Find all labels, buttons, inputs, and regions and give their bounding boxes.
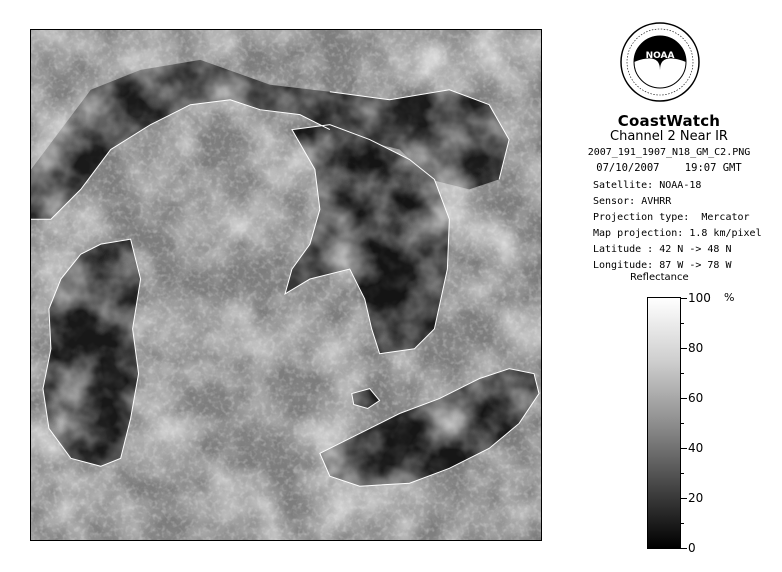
meta-projection-type: Projection type: Mercator — [593, 212, 750, 223]
channel-name: Channel 2 Near IR — [610, 129, 728, 144]
noaa-logo — [620, 22, 700, 102]
tick-major — [681, 348, 687, 349]
acquisition-date: 07/10/2007 — [596, 162, 660, 174]
tick-minor — [681, 323, 684, 324]
tick-label: 0 — [688, 541, 696, 555]
acquisition-datetime — [564, 162, 774, 174]
logo-center-text: NOAA — [645, 51, 675, 61]
meta-longitude: Longitude: 87 W -> 78 W — [593, 260, 732, 271]
tick-label: 20 — [688, 491, 704, 505]
image-filename: 2007_191_1907_N18_GM_C2.PNG — [587, 147, 751, 158]
satellite-image — [31, 30, 541, 540]
tick-minor — [681, 423, 684, 424]
legend-title: Reflectance — [630, 272, 689, 283]
tick-major — [681, 398, 687, 399]
satellite-map — [30, 29, 542, 541]
tick-label: 100 — [688, 291, 711, 305]
tick-major — [681, 548, 687, 549]
tick-label: 60 — [688, 391, 704, 405]
noaa-seal-icon — [620, 22, 700, 102]
meta-sensor: Sensor: AVHRR — [593, 196, 672, 207]
tick-major — [681, 498, 687, 499]
tick-minor — [681, 373, 684, 374]
legend-unit: % — [724, 291, 735, 304]
tick-minor — [681, 473, 684, 474]
tick-minor — [681, 523, 684, 524]
meta-satellite: Satellite: NOAA-18 — [593, 180, 702, 191]
tick-label: 40 — [688, 441, 704, 455]
brand-title: CoastWatch — [617, 112, 721, 130]
acquisition-time: 19:07 GMT — [684, 162, 742, 174]
tick-major — [681, 298, 687, 299]
meta-map-projection: Map projection: 1.8 km/pixel — [593, 228, 762, 239]
meta-latitude: Latitude : 42 N -> 48 N — [593, 244, 732, 255]
reflectance-colorbar — [647, 297, 681, 549]
tick-major — [681, 448, 687, 449]
tick-label: 80 — [688, 341, 704, 355]
